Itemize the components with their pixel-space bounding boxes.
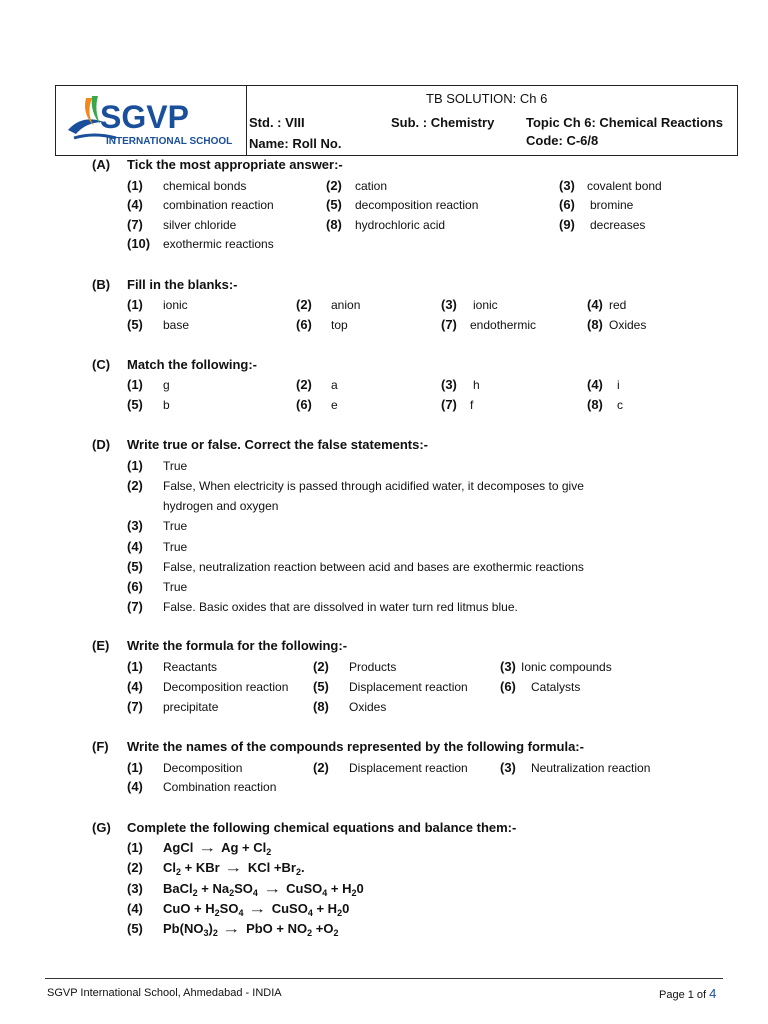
answer-text: Combination reaction (163, 780, 277, 794)
footer-school: SGVP International School, Ahmedabad - INDIA (47, 987, 282, 999)
answer-text: Displacement reaction (349, 761, 468, 775)
equation-number: (4) (127, 901, 143, 916)
answer-text: True (163, 459, 188, 473)
answer-number: (9) (559, 217, 575, 232)
answer-text: Products (349, 660, 397, 674)
answer-number: (3) (500, 659, 516, 674)
answer-number: (3) (500, 760, 516, 775)
answer-number: (5) (127, 559, 143, 574)
answer-text: True (163, 519, 188, 533)
std-label: Std. : VIII (249, 115, 305, 130)
section-g-label: (G) (92, 820, 111, 835)
answer-text: Ionic compounds (521, 660, 612, 674)
answer-text: silver chloride (163, 218, 237, 232)
answer-number: (2) (326, 178, 342, 193)
chemical-equation: AgCl → $Ag + Cl_2$ (163, 840, 272, 857)
answer-number: (4) (127, 679, 143, 694)
answer-number: (8) (326, 217, 342, 232)
answer-number: (3) (127, 518, 143, 533)
answer-number: (4) (127, 197, 143, 212)
equation-number: (2) (127, 860, 143, 875)
answer-text: c (617, 398, 623, 412)
section-c-label: (C) (92, 357, 111, 372)
answer-text: decomposition reaction (355, 198, 479, 212)
answer-number: (4) (587, 377, 603, 392)
answer-number: (6) (127, 579, 143, 594)
answer-text: Neutralization reaction (531, 761, 651, 775)
answer-text: Catalysts (531, 680, 581, 694)
answer-number: (7) (441, 397, 457, 412)
section-b-label: (B) (92, 277, 111, 292)
answer-number: (5) (127, 317, 143, 332)
answer-text: g (163, 378, 170, 392)
section-d-label: (D) (92, 437, 111, 452)
answer-number: (1) (127, 377, 143, 392)
answer-text: endothermic (470, 318, 537, 332)
page-label: Page 1 of (659, 989, 710, 1001)
logo-text: SGVP (100, 99, 189, 135)
answer-text: a (331, 378, 338, 392)
section-g-title: Complete the following chemical equations and balance them:- (127, 820, 517, 835)
section-f-title: Write the names of the compounds represented by the following formula:- (127, 739, 584, 754)
answer-number: (4) (587, 297, 603, 312)
answer-number: (8) (313, 699, 329, 714)
header-divider (246, 86, 247, 155)
section-e-label: (E) (92, 638, 110, 653)
answer-text: cation (355, 179, 388, 193)
answer-number: (7) (127, 599, 143, 614)
answer-text: h (473, 378, 480, 392)
answer-text: base (163, 318, 190, 332)
footer-page (659, 986, 716, 1001)
section-d-title: Write true or false. Correct the false statements:- (127, 437, 429, 452)
chemical-equation: BaCl$_2$ + $Na_2SO_4$ → CuSO$_4$ + $H_20$ (163, 881, 364, 898)
answer-number: (4) (127, 779, 143, 794)
section-a-title: Tick the most appropriate answer:- (127, 157, 343, 172)
answer-text: ionic (163, 298, 188, 312)
school-logo (64, 92, 242, 150)
answer-number: (6) (500, 679, 516, 694)
answer-number: (2) (313, 760, 329, 775)
section-c-title: Match the following:- (127, 357, 257, 372)
answer-number: (1) (127, 297, 143, 312)
answer-number: (2) (296, 297, 312, 312)
answer-number: (7) (441, 317, 457, 332)
answer-text: hydrochloric acid (355, 218, 446, 232)
code-label: Code: C-6/8 (526, 133, 599, 148)
answer-text: precipitate (163, 700, 219, 714)
answer-text: Oxides (609, 318, 647, 332)
answer-number: (10) (127, 236, 151, 251)
answer-number: (3) (441, 297, 457, 312)
answer-number: (8) (587, 397, 603, 412)
answer-number: (2) (313, 659, 329, 674)
answer-text: b (163, 398, 170, 412)
subject-label: Sub. : Chemistry (391, 115, 495, 130)
doc-title: TB SOLUTION: Ch 6 (426, 91, 548, 106)
answer-number: (1) (127, 458, 143, 473)
answer-text: covalent bond (587, 179, 662, 193)
answer-text: e (331, 398, 338, 412)
answer-number: (2) (296, 377, 312, 392)
header-box (55, 85, 738, 156)
chemical-equation: CuO + $H_2SO_4$ → CuSO$_4$ + $H_20$ (163, 901, 350, 918)
arrow-icon: → (224, 860, 243, 875)
answer-text: True (163, 540, 188, 554)
answer-text: chemical bonds (163, 179, 247, 193)
answer-number: (1) (127, 178, 143, 193)
answer-number: (4) (127, 539, 143, 554)
answer-number: (6) (296, 317, 312, 332)
arrow-icon: → (222, 921, 242, 936)
answer-text: decreases (590, 218, 646, 232)
answer-number: (1) (127, 760, 143, 775)
arrow-icon: → (248, 901, 267, 916)
answer-text: top (331, 318, 348, 332)
answer-number: (2) (127, 478, 143, 493)
answer-number: (7) (127, 699, 143, 714)
answer-text: True (163, 580, 188, 594)
answer-text: exothermic reactions (163, 237, 274, 251)
arrow-icon: → (198, 840, 217, 855)
answer-text: anion (331, 298, 361, 312)
answer-text: Decomposition reaction (163, 680, 289, 694)
equation-number: (1) (127, 840, 143, 855)
answer-number: (3) (441, 377, 457, 392)
answer-number: (5) (313, 679, 329, 694)
answer-text: Displacement reaction (349, 680, 468, 694)
answer-text: Reactants (163, 660, 218, 674)
section-e-title: Write the formula for the following:- (127, 638, 348, 653)
answer-text: False, When electricity is passed through acidified water, it decomposes to give (163, 479, 584, 493)
topic-label: Topic Ch 6: Chemical Reactions (526, 115, 723, 130)
footer-rule (45, 978, 723, 979)
section-b-title: Fill in the blanks:- (127, 277, 238, 292)
arrow-icon: → (262, 881, 282, 896)
equation-number: (5) (127, 921, 143, 936)
answer-text: Decomposition (163, 761, 243, 775)
logo-subtext: INTERNATIONAL SCHOOL (106, 136, 233, 147)
answer-text: f (470, 398, 474, 412)
answer-number: (6) (559, 197, 575, 212)
answer-text: red (609, 298, 627, 312)
answer-text: combination reaction (163, 198, 274, 212)
answer-text: ionic (473, 298, 498, 312)
answer-number: (1) (127, 659, 143, 674)
section-a-label: (A) (92, 157, 111, 172)
answer-number: (3) (559, 178, 575, 193)
answer-text: bromine (590, 198, 634, 212)
answer-number: (7) (127, 217, 143, 232)
answer-number: (5) (326, 197, 342, 212)
chemical-equation: $Cl_2$ + KBr → KCl $+Br_2$. (163, 860, 305, 877)
answer-text: i (617, 378, 620, 392)
answer-text: False. Basic oxides that are dissolved in water turn red litmus blue. (163, 600, 518, 614)
chemical-equation: $Pb(NO_3)_2$ → PbO + $NO_2 +O_2$ (163, 921, 339, 938)
name-label: Name: Roll No. (249, 136, 342, 151)
page-total: 4 (709, 986, 717, 1001)
answer-text-continued: hydrogen and oxygen (163, 499, 279, 513)
answer-number: (6) (296, 397, 312, 412)
answer-text: Oxides (349, 700, 387, 714)
section-f-label: (F) (92, 739, 109, 754)
answer-text: False, neutralization reaction between acid and bases are exothermic reactions (163, 560, 584, 574)
answer-number: (8) (587, 317, 603, 332)
answer-number: (5) (127, 397, 143, 412)
equation-number: (3) (127, 881, 143, 896)
